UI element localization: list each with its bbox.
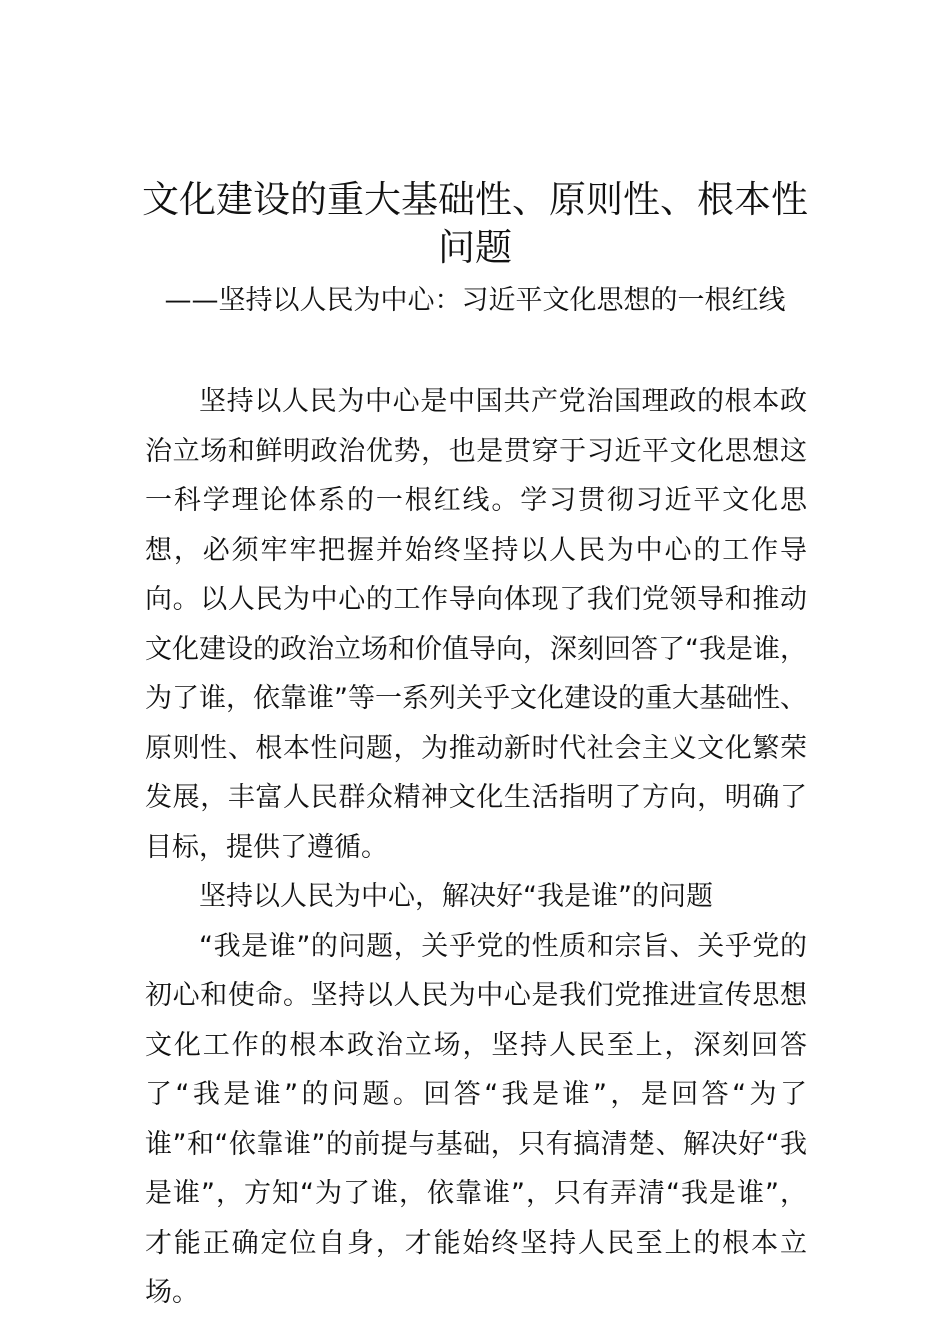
section-heading: 坚持以人民为中心，解决好“我是谁”的问题 [199, 881, 713, 912]
subtitle: ——坚持以人民为中心：习近平文化思想的一根红线 [164, 285, 786, 316]
paragraph-section: “我是谁”的问题，关乎党的性质和宗旨、关乎党的初心和使命。坚持以人民为中心是我们党推进宣传思想文化工作的根本政治立场，坚持人民至上，深刻回答了“我是谁”的问题。回答“我是谁”，是回答“为了谁”和“依靠谁”的前提与基础，只有搞清楚、解决好“我是谁”，方知“为了谁，依靠谁”，只有弄清“我是谁”，才能正确定位自身，才能始终坚持人民至上的根本立场。 [145, 930, 807, 1308]
title-line-1: 文化建设的重大基础性、原则性、根本性 [142, 178, 808, 221]
body-text [145, 377, 807, 1318]
paragraph-intro: 坚持以人民为中心是中国共产党治国理政的根本政治立场和鲜明政治优势，也是贯穿于习近平文化思想这一科学理论体系的一根红线。学习贯彻习近平文化思想，必须牢牢把握并始终坚持以人民为中心的工作导向。以人民为中心的工作导向体现了我们党领导和推动文化建设的政治立场和价值导向，深刻回答了“我是谁，为了谁，依靠谁”等一系列关乎文化建设的重大基础性、原则性、根本性问题，为推动新时代社会主义文化繁荣发展，丰富人民群众精神文化生活指明了方向，明确了目标，提供了遵循。 [145, 386, 807, 863]
title-block [100, 176, 850, 272]
title-line-2: 问题 [438, 226, 512, 269]
